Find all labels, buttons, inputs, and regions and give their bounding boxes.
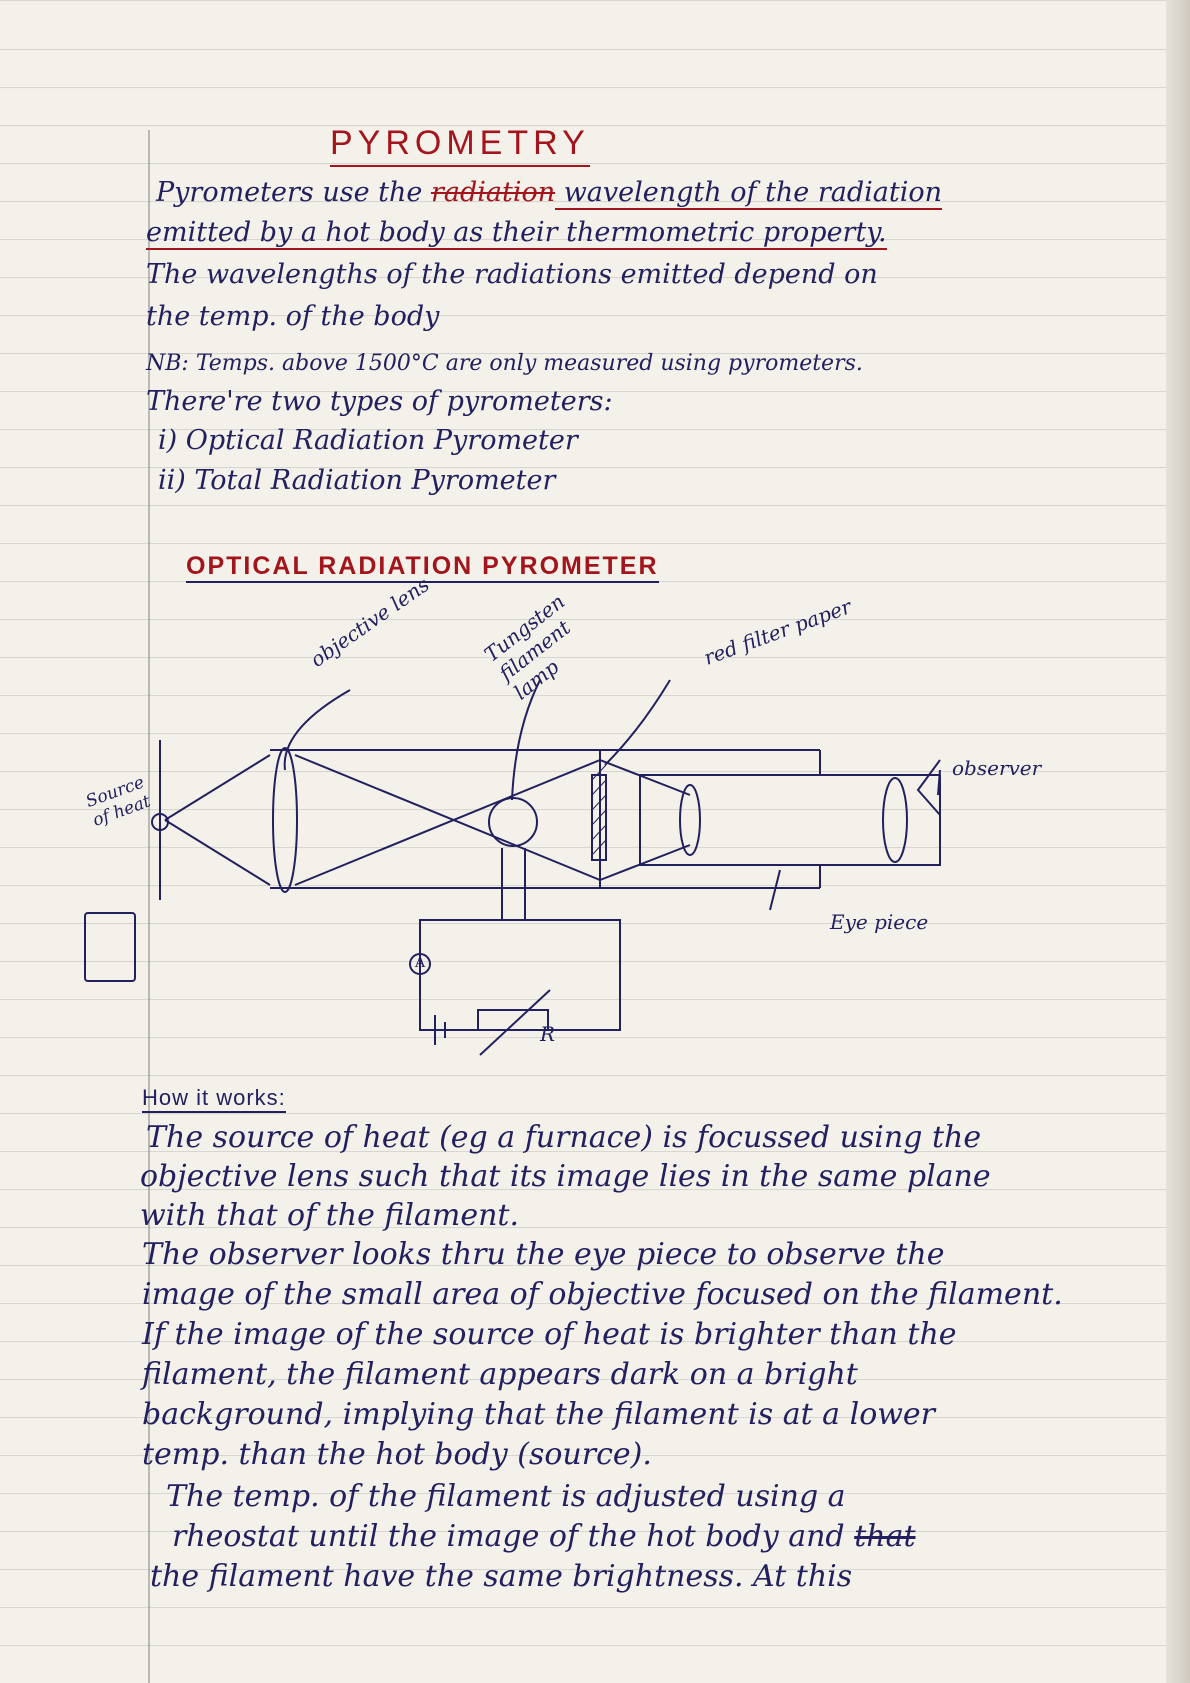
intro-line-1b: wavelength of the radiation — [555, 177, 943, 208]
corner-doodle — [84, 912, 136, 982]
type-2: ii) Total Radiation Pyrometer — [158, 465, 556, 496]
label-eye-piece: Eye piece — [830, 910, 929, 934]
nb-line: NB: Temps. above 1500°C are only measured using pyrometers. — [146, 351, 863, 376]
page-edge — [1166, 0, 1190, 1683]
how-line-0: The source of heat (eg a furnace) is focussed using the — [146, 1120, 982, 1155]
intro-line-3: The wavelengths of the radiations emitted depend on — [146, 259, 878, 290]
intro-line-1a: Pyrometers use the — [156, 177, 431, 208]
how-line-3: The observer looks thru the eye piece to observe the — [142, 1237, 945, 1272]
how-line-2: with that of the filament. — [140, 1198, 520, 1233]
intro-line-1 — [156, 176, 942, 210]
label-red-filter: red filter paper — [700, 594, 855, 670]
circuit-loop — [420, 920, 620, 1030]
eyepiece-lens-2 — [883, 778, 907, 862]
pyrometer-diagram — [80, 590, 1100, 1060]
intro-line-4: the temp. of the body — [146, 301, 440, 332]
how-line-7: background, implying that the filament is at a lower — [142, 1397, 936, 1432]
intro-line-2: emitted by a hot body as their thermometric property. — [146, 217, 887, 248]
how-line-6: filament, the filament appears dark on a bright — [142, 1357, 858, 1392]
how-line-4: image of the small area of objective focused on the filament. — [142, 1277, 1063, 1312]
how-line-9: The temp. of the filament is adjusted using a — [166, 1479, 846, 1514]
how-line-11: the filament have the same brightness. At this — [150, 1559, 853, 1594]
page-title: PYROMETRY — [330, 124, 590, 167]
how-line-10: rheostat until the image of the hot body and that — [172, 1519, 916, 1554]
tungsten-lamp-shape — [489, 798, 537, 846]
how-line-1: objective lens such that its image lies in the same plane — [140, 1159, 991, 1194]
label-tungsten-lamp: Tungsten filament lamp — [479, 589, 575, 705]
how-heading: How it works: — [142, 1085, 286, 1113]
how-line-5: If the image of the source of heat is brighter than the — [142, 1317, 957, 1352]
type-1: i) Optical Radiation Pyrometer — [158, 425, 578, 456]
types-intro: There're two types of pyrometers: — [146, 386, 613, 417]
struck-that: that — [854, 1519, 916, 1554]
label-source: Source of heat — [83, 772, 154, 831]
how-line-8: temp. than the hot body (source). — [142, 1437, 652, 1472]
struck-word: radiation — [430, 177, 556, 208]
eyepiece-lens-1 — [680, 785, 700, 855]
label-rheostat: R — [540, 1022, 556, 1046]
label-ammeter: A — [415, 955, 426, 971]
rheostat-shape — [478, 1010, 548, 1030]
label-objective-lens: objective lens — [305, 572, 434, 672]
section-title: OPTICAL RADIATION PYROMETER — [186, 552, 659, 583]
label-observer: observer — [952, 756, 1042, 780]
